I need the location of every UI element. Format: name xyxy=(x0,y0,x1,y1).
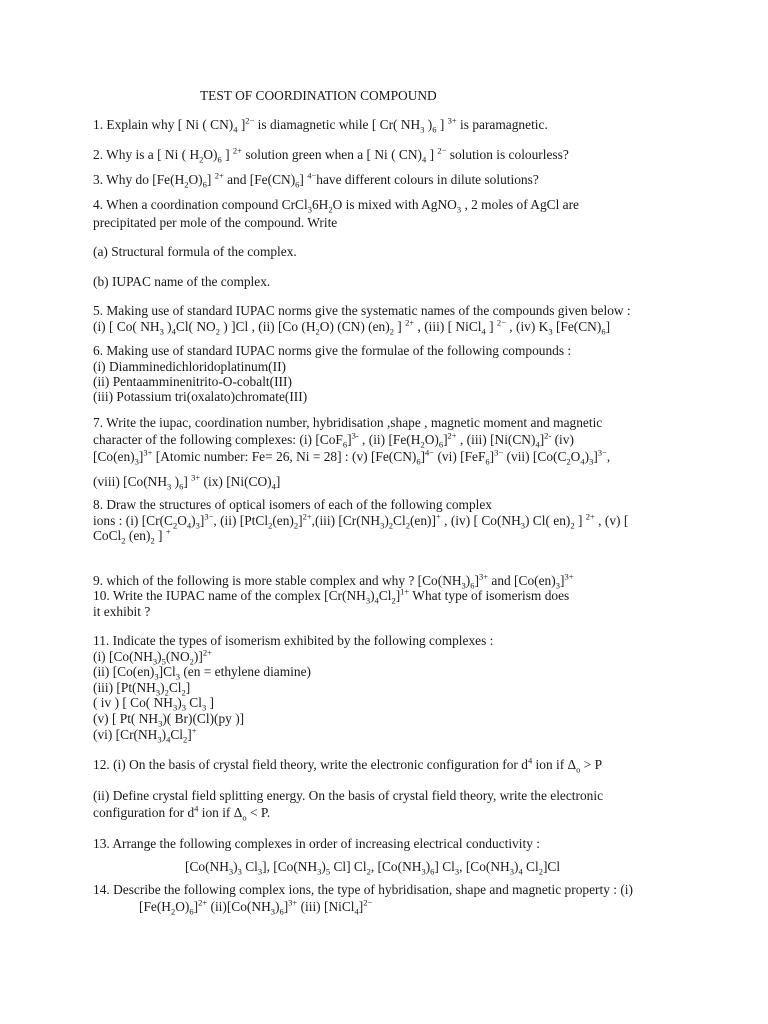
question-14-line-2: $[Fe(H_2O)_6]^{2+}$ $(ii)[Co(NH_3)_6]^{3+}$ (iii) [NiCl$_4$]$^{2-}$ xyxy=(139,897,373,917)
question-6-item-i: (i) Diamminedichloridoplatinum(II) xyxy=(93,359,286,374)
question-11-item-iii: (iii) $[Pt(NH_3)_2Cl_2]$ xyxy=(93,680,191,698)
question-13-line-1: 13. Arrange the following complexes in order of increasing electrical conductivity : xyxy=(93,836,540,851)
question-7-line-4: (viii) [$Co(NH_3$ )$_6$] $^{3+}$ (ix) $[Ni(CO)_4]$ xyxy=(93,472,281,492)
question-11-item-vi: (vi) $[Cr(NH_3)_4Cl_2]^+$ xyxy=(93,725,197,745)
question-1: 1. Explain why [ Ni ( $CN)_4$ ]$^{2-}$ is diamagnetic while [ Cr( $NH_3$ )$_6$ ] $^{3+}$ is paramagnetic. xyxy=(93,115,548,135)
question-10-line-2: it exhibit ? xyxy=(93,604,151,619)
question-8-line-3: CoCl$_2$ $(en)_2$ ] + xyxy=(93,526,171,546)
question-12-line-3: configuration for $d^4$ ion if $\Delta_o < P$. xyxy=(93,803,271,823)
page-title: TEST OF COORDINATION COMPOUND xyxy=(200,88,437,103)
question-11-item-i: (i) $[Co(NH_3)_5(NO_2)]^{2+}$ xyxy=(93,647,212,667)
question-10-line-1: 10. Write the IUPAC name of the complex $[Cr(NH_3)_4Cl_2]^{1+}$ What type of isomerism does xyxy=(93,586,570,606)
question-8-line-2: ions : (i) $[Cr(C_2O_4)_3]^{3-}$, (ii) $[PtCl_2(en)_2]^{2+},(iii)$ $[Cr(NH_3)_2Cl_2(en)]^+$ , (iv) [ $Co(NH_3)$ Cl( $en)_2$ ] $^{2+}$ , (v) [ xyxy=(93,511,629,531)
question-5-line-1: 5. Making use of standard IUPAC norms give the systematic names of the compounds given below : xyxy=(93,303,631,318)
question-11-line-1: 11. Indicate the types of isomerism exhibited by the following complexes : xyxy=(93,633,494,648)
question-4-line-2: precipitated per mole of the compound. Write xyxy=(93,215,338,230)
question-9: 9. which of the following is more stable complex and why ? $[Co(NH_3)_6]^{3+}$ and $[Co(en)_3]^{3+}$ xyxy=(93,571,574,591)
question-6-item-ii: (ii) Pentaamminenitrito-O-cobalt(III) xyxy=(93,374,292,389)
question-14-line-1: 14. Describe the following complex ions, the type of hybridisation, shape and magnetic property : (i) xyxy=(93,882,633,897)
question-13-line-2: [$Co(NH_3)_3$ $Cl_3$], [$Co(NH_3)_5$ Cl] $Cl_2$, $[Co(NH_3)_6]$ $Cl_3$, [$Co(NH_3)_4$ $Cl_2]Cl$ xyxy=(185,859,561,877)
question-6-line-1: 6. Making use of standard IUPAC norms give the formulae of the following compounds : xyxy=(93,343,572,358)
question-4-line-1: 4. When a coordination compound $CrCl_36H_2O$ is mixed with AgNO$_3$ , 2 moles of AgCl are xyxy=(93,197,579,215)
question-11-item-v: (v) [ Pt( $NH_3$)( Br)(Cl)(py )] xyxy=(93,711,245,729)
question-4-part-a: (a) Structural formula of the complex. xyxy=(93,244,297,259)
question-6-item-iii: (iii) Potassium tri(oxalato)chromate(III) xyxy=(93,389,308,404)
question-11-item-iv: ( iv ) [ Co( $NH_3)_3$ $Cl_3$ ] xyxy=(93,695,214,713)
question-12-line-1: 12. (i) On the basis of crystal field theory, write the electronic configuration for $d^4$ ion if $\Delta_o > P$ xyxy=(93,755,603,775)
question-3: 3. Why do $[Fe(H_2O)_6]$ $^{2+}$ and $[Fe(CN)_6]$ $^{4-}$have different colours in dilute solutions? xyxy=(93,170,539,190)
question-12-line-2: (ii) Define crystal field splitting energy. On the basis of crystal field theory, write the electronic xyxy=(93,788,604,803)
question-4-part-b: (b) IUPAC name of the complex. xyxy=(93,274,271,289)
question-5-line-2: (i) [ Co( $NH_3$ )$_4Cl$( $NO_2$ ) ]Cl , (ii) [Co $(H_2O)$ (CN) $(en)_2$ ] $^{2+}$ , (iii) [ NiCl$_4$ ] $^{2-}$ , (iv) $K_3$ $[Fe(CN)_6]$ xyxy=(93,317,611,337)
question-8-line-1: 8. Draw the structures of optical isomers of each of the following complex xyxy=(93,497,492,512)
question-2: 2. Why is a [ Ni ( $H_2O)_6$ ] $^{2+}$ solution green when a [ Ni ( $CN)_4$ ] $^{2-}$ solution is colourless? xyxy=(93,145,569,165)
question-11-item-ii: (ii) $[Co(en)_3]Cl_3$ (en = ethylene diamine) xyxy=(93,664,311,682)
question-7: 7. Write the iupac, coordination number, hybridisation ,shape , magnetic moment and magnetic character of the following complexes: (i) $[CoF_6]^{3-}$ , (ii) $[Fe(H_2O)_6]^{2+}$ , (iii) $[Ni(CN)_4]^{2-}$ (iv) $[Co(en)_3]^{3+}$ [Atomic number: Fe= 26, Ni = 28] : (v) $[Fe(CN)_6]^{4-}$ (vi) $[FeF_6]^{3-}$ (vii) $[Co(C_2O_4)_3]^{3-}$, xyxy=(93,415,611,467)
